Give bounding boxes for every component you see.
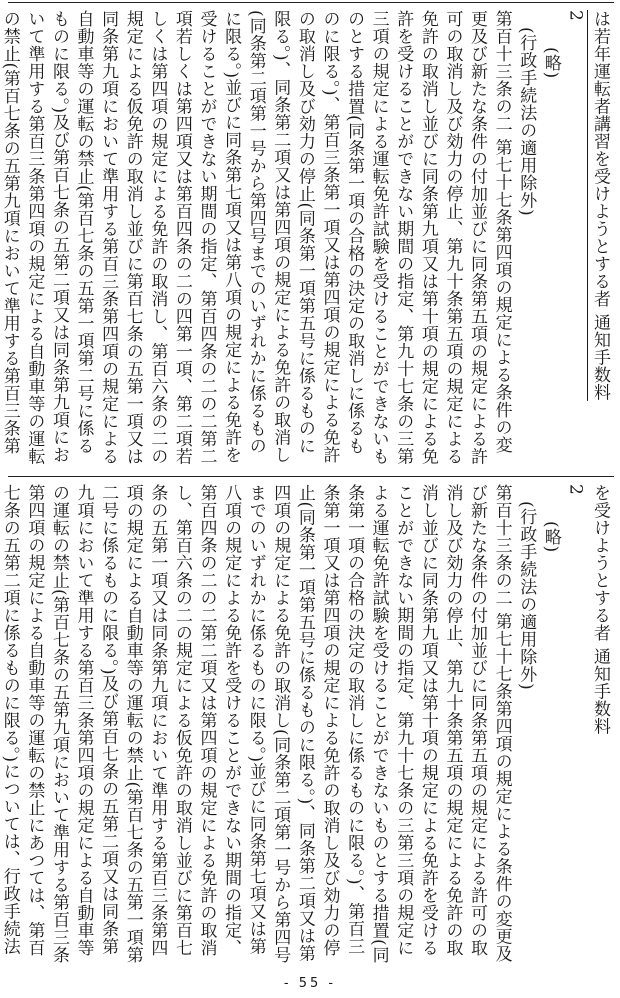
- lower-table-heading: を受けようとする者 通知手数料: [590, 484, 610, 735]
- upper-item-number: 2: [565, 10, 586, 22]
- page-number: - 55 -: [283, 976, 337, 991]
- lower-article-paragraph: 第百十三条の二 第七十七条第四項の規定による条件の変更及び新たな条件の付加並びに同条第五項の規定による許可の取消し及び効力の停止、第九十条第五項の規定による免許の取消し並びに同条第九項又は第十項の規定による免許を受けることができない期間の指定、第九十七条の三第三項の規定による運転免許試験を受けることができないものとする措置(同条第一項の合格の決定の取消しに係るものに限る。)、第百三条第一項又は第四項の規定による免許の取消し及び効力の停止(同条第一項第五号に係るものに限る。)、同条第二項又は第四項の規定による免許の取消し(同条第二項第一号から第四号までのいずれかに係るものに限る。)並びに同条第七項又は第八項の規定による免許を受けることができない期間の指定、第百四条の二の二第二項又は第四項の規定による免許の取消し、第百六条の二の規定による仮免許の取消し並びに第百七条の五第一項又は同条第九項において準用する第百三条第四項の規定による自動車等の運転の禁止(第百七条の五第一項第二号に係るものに限る。)及び第百七条の五第二項又は同条第九項において準用する第百三条第四項の規定による自動車等の運転の禁止(第百七条の五第九項において準用する第百三条第四項の規定による自動車等の運転の禁止にあつては、第百七条の五第二項に係るものに限る。)については、行政手続法: [0, 484, 512, 964]
- middle-divider-rule: [8, 476, 614, 477]
- lower-item-body: (略): [540, 521, 561, 554]
- upper-text-block: [0, 10, 612, 470]
- upper-article-paragraph: 第百十三条の二 第七十七条第四項の規定による条件の変更及び新たな条件の付加並びに同条第五項の規定による許可の取消し及び効力の停止、第九十条第五項の規定による免許の取消し並びに同条第九項又は第十項の規定による免許を受けることができない期間の指定、第九十七条の三第三項の規定による運転免許試験を受けることができないものとする措置(同条第一項の合格の決定の取消しに係るものに限る。)、第百三条第一項又は第四項の規定による免許の取消し及び効力の停止(同条第一項第五号に係るものに限る。)、同条第二項又は第四項の規定による免許の取消し(同条第二項第一号から第四号までのいずれかに係るものに限る。)並びに同条第七項又は第八項の規定による免許を受けることができない期間の指定、第百四条の二の二第二項若しくは第四項又は第百四条の二の四第一項、第二項若しくは第四項の規定による免許の取消し、第百六条の二の規定による仮免許の取消し並びに第百七条の五第一項又は同条第九項において準用する第百三条第四項の規定による自動車等の運転の禁止(第百七条の五第一項第二号に係るものに限る。)及び第百七条の五第二項又は同条第九項において準用する第百三条第四項の規定による自動車等の運転の禁止(第百七条の五第九項において準用する第百三条第: [0, 10, 512, 465]
- upper-section-title: (行政手続法の適用除外): [516, 27, 537, 217]
- lower-text-block: [0, 484, 612, 964]
- upper-item-body: (略): [540, 47, 561, 80]
- top-border-rule: [8, 2, 614, 3]
- lower-section-title: (行政手続法の適用除外): [516, 501, 537, 691]
- lower-item-number: 2: [565, 484, 586, 496]
- upper-table-heading: は若年運転者講習を受けようとする者 通知手数料: [590, 10, 610, 401]
